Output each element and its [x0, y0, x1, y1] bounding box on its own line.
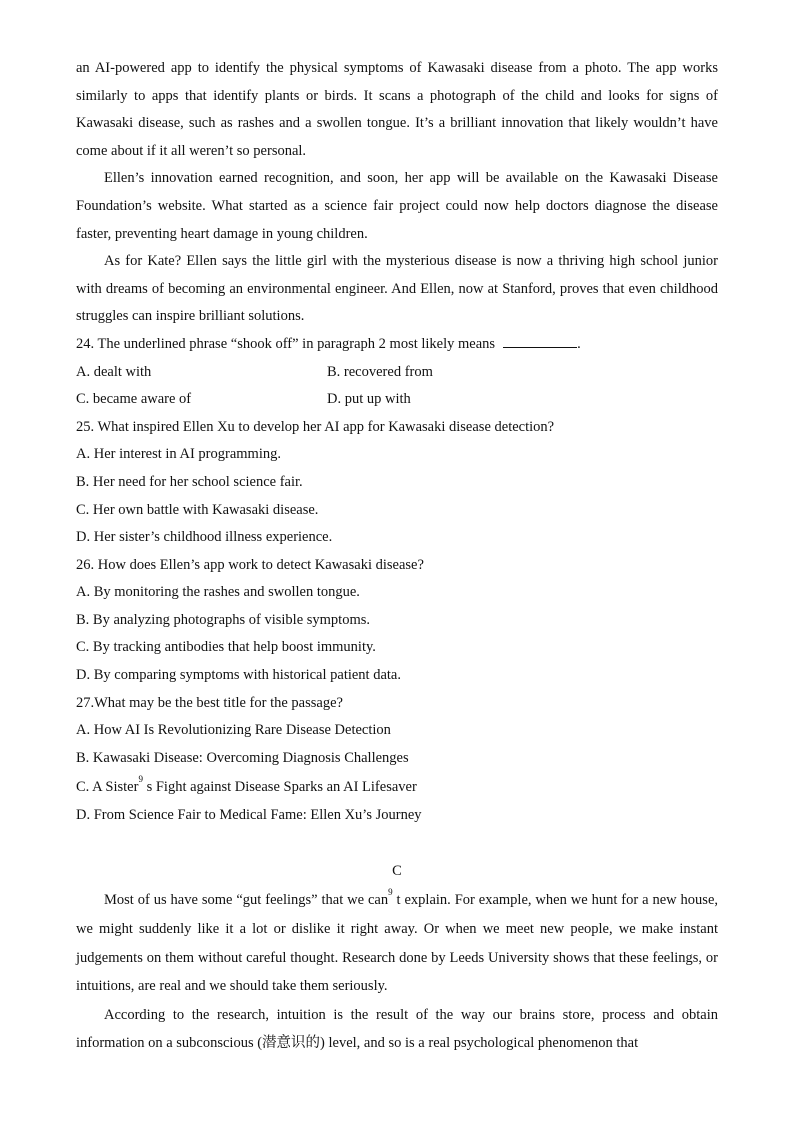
passage-b-paragraph-2: Ellen’s innovation earned recognition, and soon, her app will be available on the Kawasaki Disease Foundation’s website. What started as a science fair project could now help doctors diagnose the disease faster, preventing heart damage in young children.	[76, 170, 718, 242]
option-27-b[interactable]: B. Kawasaki Disease: Overcoming Diagnosis Challenges	[76, 749, 409, 766]
option-25-c[interactable]: C. Her own battle with Kawasaki disease.	[76, 501, 319, 518]
option-27-c[interactable]	[76, 772, 718, 802]
question-24-stem	[76, 331, 718, 359]
passage-b-paragraph-3: As for Kate? Ellen says the little girl with the mysterious disease is now a thriving high school junior with dreams of becoming an environmental engineer. And Ellen, now at Stanford, proves that even childhood struggles can inspire brilliant solutions.	[76, 253, 718, 325]
option-26-b[interactable]: B. By analyzing photographs of visible symptoms.	[76, 611, 371, 628]
option-24-a[interactable]: A. dealt with	[76, 363, 152, 380]
passage-c-paragraph-1	[76, 886, 718, 1001]
option-25-d[interactable]: D. Her sister’s childhood illness experience.	[76, 529, 333, 546]
option-27-d[interactable]: D. From Science Fair to Medical Fame: Ellen Xu’s Journey	[76, 807, 422, 824]
option-25-a[interactable]: A. Her interest in AI programming.	[76, 446, 281, 463]
option-27-c-text-start: C. A Sister	[76, 779, 139, 796]
option-26-d[interactable]: D. By comparing symptoms with historical patient data.	[76, 667, 401, 684]
question-24-options-row-2	[76, 386, 718, 414]
stray-mark: 9	[388, 886, 393, 897]
passage-c-paragraph-2: According to the research, intuition is the result of the way our brains store, process and obtain information on a subconscious (潜意识的) level, and so is a real psychological phenomenon that	[76, 1006, 718, 1052]
option-24-c[interactable]: C. became aware of	[76, 391, 192, 408]
worksheet-page	[76, 55, 718, 1058]
option-27-c-text-end: s Fight against Disease Sparks an AI Lifesaver	[142, 779, 417, 796]
question-24-options-row-1	[76, 359, 718, 387]
question-24-text: 24. The underlined phrase “shook off” in paragraph 2 most likely means	[76, 335, 496, 352]
option-25-b[interactable]: B. Her need for her school science fair.	[76, 473, 303, 490]
passage-b-paragraph-1: an AI-powered app to identify the physical symptoms of Kawasaki disease from a photo. The app works similarly to apps that identify plants or birds. It scans a photograph of the child and looks for signs of Kawasaki disease, such as rashes and a swollen tongue. It’s a brilliant innovation that likely wouldn’t have come about if it all weren’t so personal.	[76, 60, 718, 159]
stray-mark: 9	[138, 774, 143, 785]
question-27-stem: 27.What may be the best title for the passage?	[76, 694, 343, 711]
passage-c-p1-end: t explain. For example, when we hunt for a new house, we might suddenly like it a lot or dislike it right away. Or when we meet new people, we make instant judgements on them without careful thought. Research done by Leeds University shows that these feelings, or intuitions, are real and we should take them seriously.	[76, 891, 719, 995]
question-26-stem: 26. How does Ellen’s app work to detect Kawasaki disease?	[76, 556, 424, 573]
option-24-b[interactable]: B. recovered from	[327, 363, 433, 380]
option-26-c[interactable]: C. By tracking antibodies that help boost immunity.	[76, 639, 376, 656]
passage-c-p1-start: Most of us have some “gut feelings” that we can	[104, 891, 389, 908]
section-c-heading: C	[392, 863, 402, 880]
question-25-stem: 25. What inspired Ellen Xu to develop her AI app for Kawasaki disease detection?	[76, 418, 555, 435]
question-24-period: .	[577, 335, 581, 352]
answer-blank[interactable]	[503, 335, 577, 348]
option-26-a[interactable]: A. By monitoring the rashes and swollen tongue.	[76, 584, 360, 601]
option-24-d[interactable]: D. put up with	[327, 391, 411, 408]
option-27-a[interactable]: A. How AI Is Revolutionizing Rare Disease Detection	[76, 722, 391, 739]
